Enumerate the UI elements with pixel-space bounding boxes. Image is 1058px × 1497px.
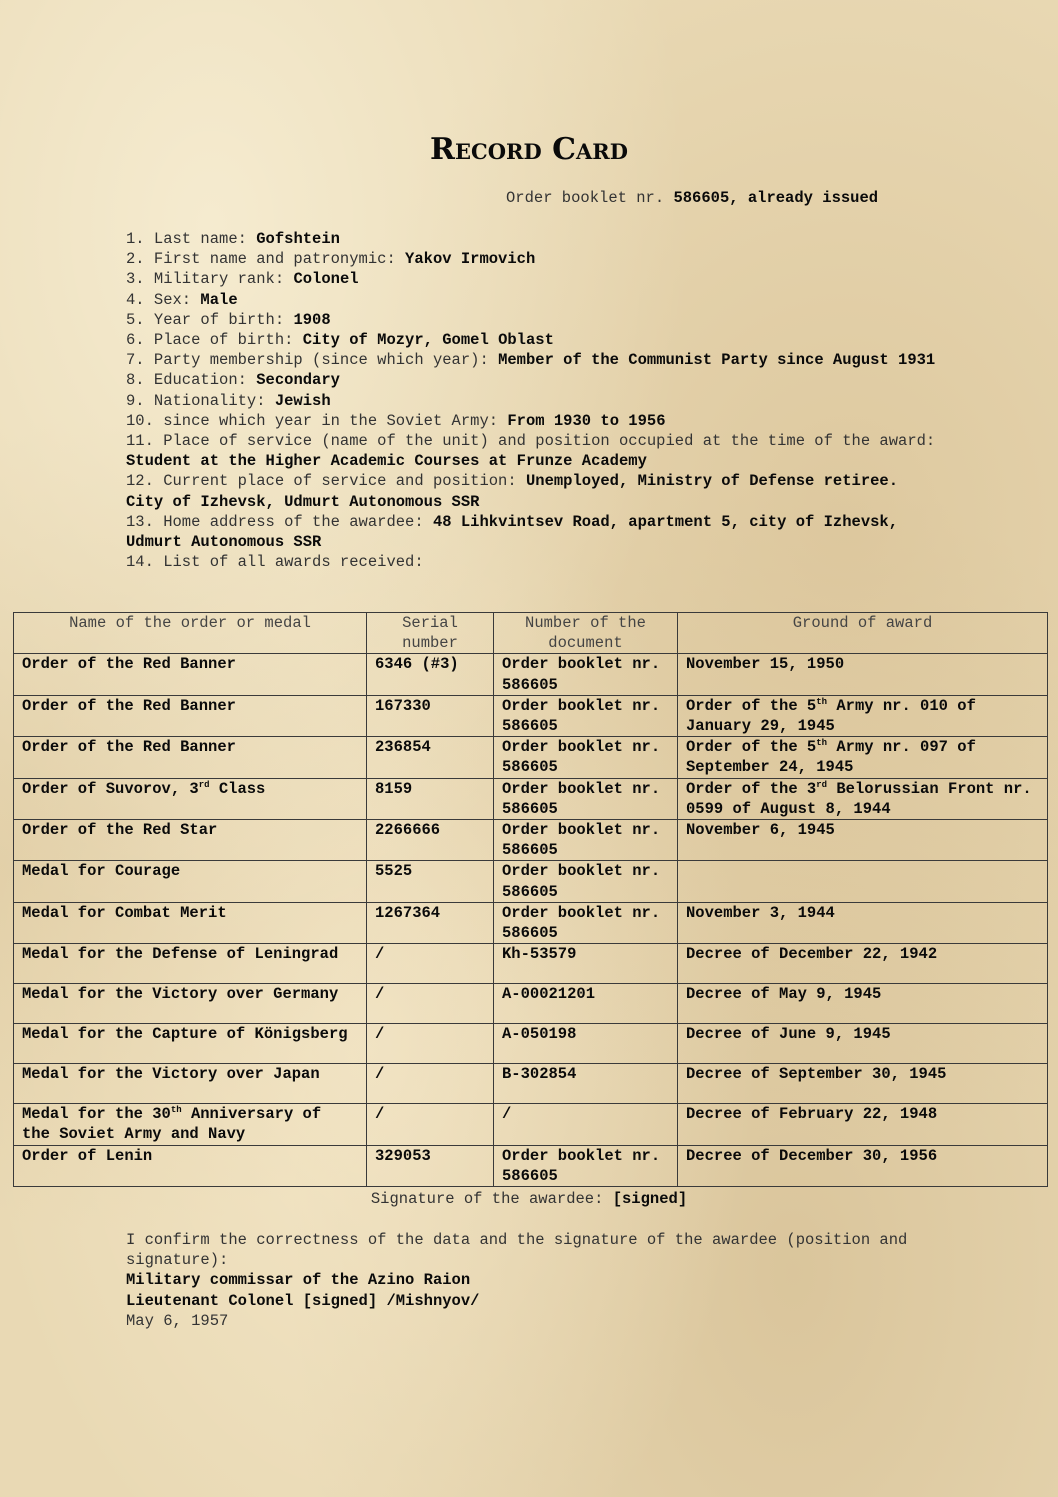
table-row bbox=[14, 820, 1048, 861]
field-label: 2. First name and patronymic: bbox=[126, 250, 406, 269]
field-value: Jewish bbox=[274, 391, 331, 410]
cell-document: Order booklet nr. 586605 bbox=[494, 695, 678, 736]
field-label: 11. Place of service (name of the unit) and position occupied at the time of the award: bbox=[126, 432, 945, 451]
cell-name: Order of the Red Banner bbox=[14, 654, 367, 695]
field-label: 5. Year of birth: bbox=[126, 310, 294, 329]
table-row bbox=[14, 902, 1048, 943]
field-value: 48 Lihkvintsev Road, apartment 5, city of Izhevsk, Udmurt Autonomous SSR bbox=[126, 512, 908, 552]
cell-document: A-050198 bbox=[494, 1024, 678, 1064]
cell-ground: Order of the 3rd Belorussian Front nr. 0599 of August 8, 1944 bbox=[678, 778, 1048, 819]
cell-ground: Decree of September 30, 1945 bbox=[678, 1064, 1048, 1104]
field-last-name bbox=[126, 229, 936, 249]
cell-ground: November 6, 1945 bbox=[678, 820, 1048, 861]
field-label: 9. Nationality: bbox=[126, 391, 275, 410]
field-label: 10. since which year in the Soviet Army: bbox=[126, 411, 508, 430]
confirmation-signatory: Lieutenant Colonel [signed] /Mishnyov/ bbox=[126, 1291, 480, 1310]
field-rank bbox=[126, 269, 936, 289]
field-label: 13. Home address of the awardee: bbox=[126, 512, 433, 531]
field-place-of-birth bbox=[126, 330, 936, 350]
cell-serial: 1267364 bbox=[367, 902, 494, 943]
field-value: Gofshtein bbox=[256, 230, 340, 248]
field-label: 3. Military rank: bbox=[126, 270, 294, 289]
table-row bbox=[14, 861, 1048, 902]
booklet-prefix: Order booklet nr. bbox=[506, 189, 674, 207]
cell-name: Medal for the Capture of Königsberg bbox=[14, 1024, 367, 1064]
cell-serial: 5525 bbox=[367, 861, 494, 902]
field-value: City of Mozyr, Gomel Oblast bbox=[302, 331, 554, 350]
confirmation-block bbox=[126, 1230, 926, 1331]
field-label: 12. Current place of service and position: bbox=[126, 472, 526, 491]
cell-ground: November 3, 1944 bbox=[678, 902, 1048, 943]
field-first-name bbox=[126, 249, 936, 269]
field-current-service bbox=[126, 471, 936, 511]
field-education bbox=[126, 370, 936, 390]
field-value: Male bbox=[200, 290, 238, 309]
cell-name: Order of the Red Star bbox=[14, 820, 367, 861]
field-sex bbox=[126, 290, 936, 310]
cell-name: Medal for the Victory over Germany bbox=[14, 984, 367, 1024]
cell-name: Medal for Courage bbox=[14, 861, 367, 902]
cell-document: Kh-53579 bbox=[494, 944, 678, 984]
cell-document: Order booklet nr. 586605 bbox=[494, 737, 678, 778]
table-row bbox=[14, 944, 1048, 984]
cell-ground bbox=[678, 861, 1048, 902]
cell-serial: 8159 bbox=[367, 778, 494, 819]
signature-label: Signature of the awardee: bbox=[370, 1190, 613, 1208]
table-row bbox=[14, 695, 1048, 736]
cell-serial: / bbox=[367, 1024, 494, 1064]
cell-serial: 236854 bbox=[367, 737, 494, 778]
cell-name: Medal for the Defense of Leningrad bbox=[14, 944, 367, 984]
cell-document: Order booklet nr. 586605 bbox=[494, 778, 678, 819]
cell-document: B-302854 bbox=[494, 1064, 678, 1104]
field-label: 6. Place of birth: bbox=[126, 331, 303, 350]
field-label: 4. Sex: bbox=[126, 290, 201, 309]
field-home-address bbox=[126, 512, 936, 552]
field-nationality bbox=[126, 391, 936, 411]
cell-serial: / bbox=[367, 1064, 494, 1104]
field-label: 8. Education: bbox=[126, 371, 257, 390]
field-value: From 1930 to 1956 bbox=[507, 411, 666, 430]
field-value: Yakov Irmovich bbox=[405, 250, 536, 269]
field-value: Member of the Communist Party since August 1931 bbox=[498, 351, 936, 370]
field-label: 7. Party membership (since which year): bbox=[126, 351, 499, 370]
cell-ground: Order of the 5th Army nr. 010 of January 29, 1945 bbox=[678, 695, 1048, 736]
table-row bbox=[14, 984, 1048, 1024]
cell-name: Order of the Red Banner bbox=[14, 737, 367, 778]
cell-ground: Decree of May 9, 1945 bbox=[678, 984, 1048, 1024]
cell-ground: Decree of February 22, 1948 bbox=[678, 1104, 1048, 1145]
awardee-signature bbox=[0, 1189, 1058, 1209]
table-row bbox=[14, 1145, 1048, 1186]
booklet-value: 586605, already issued bbox=[673, 189, 879, 207]
table-row bbox=[14, 778, 1048, 819]
cell-name: Medal for Combat Merit bbox=[14, 902, 367, 943]
cell-serial: / bbox=[367, 984, 494, 1024]
awards-table bbox=[13, 612, 1048, 1187]
field-value: Student at the Higher Academic Courses at Frunze Academy bbox=[126, 452, 647, 471]
cell-document: A-00021201 bbox=[494, 984, 678, 1024]
confirmation-date: May 6, 1957 bbox=[126, 1311, 229, 1330]
cell-document: Order booklet nr. 586605 bbox=[494, 654, 678, 695]
field-list bbox=[126, 229, 945, 572]
cell-ground: Decree of December 22, 1942 bbox=[678, 944, 1048, 984]
cell-serial: 6346 (#3) bbox=[367, 654, 494, 695]
field-army-years bbox=[126, 411, 936, 431]
header-serial: Serial number bbox=[367, 613, 494, 654]
header-name: Name of the order or medal bbox=[14, 613, 367, 654]
cell-ground: November 15, 1950 bbox=[678, 654, 1048, 695]
field-party bbox=[126, 350, 936, 370]
cell-serial: 329053 bbox=[367, 1145, 494, 1186]
cell-ground: Decree of June 9, 1945 bbox=[678, 1024, 1048, 1064]
table-row bbox=[14, 737, 1048, 778]
field-value: Colonel bbox=[293, 270, 359, 289]
field-awards-list bbox=[126, 552, 936, 572]
document-title: Record Card bbox=[430, 132, 628, 167]
cell-name: Medal for the 30th Anniversary of the Soviet Army and Navy bbox=[14, 1104, 367, 1145]
confirmation-commissar: Military commissar of the Azino Raion bbox=[126, 1271, 471, 1290]
cell-document: Order booklet nr. 586605 bbox=[494, 820, 678, 861]
cell-ground: Order of the 5th Army nr. 097 of September 24, 1945 bbox=[678, 737, 1048, 778]
field-value: Unemployed, Ministry of Defense retiree. City of Izhevsk, Udmurt Autonomous SSR bbox=[126, 472, 908, 511]
cell-document: / bbox=[494, 1104, 678, 1145]
cell-document: Order booklet nr. 586605 bbox=[494, 861, 678, 902]
field-place-of-service bbox=[126, 431, 945, 471]
cell-ground: Decree of December 30, 1956 bbox=[678, 1145, 1048, 1186]
table-row bbox=[14, 1104, 1048, 1145]
booklet-line bbox=[506, 188, 878, 208]
cell-name: Order of Lenin bbox=[14, 1145, 367, 1186]
cell-document: Order booklet nr. 586605 bbox=[494, 902, 678, 943]
cell-name: Order of the Red Banner bbox=[14, 695, 367, 736]
table-row bbox=[14, 1064, 1048, 1104]
cell-serial: 2266666 bbox=[367, 820, 494, 861]
table-row bbox=[14, 654, 1048, 695]
cell-serial: 167330 bbox=[367, 695, 494, 736]
field-value: Secondary bbox=[256, 371, 340, 390]
field-label: 1. Last name: bbox=[126, 230, 257, 248]
table-header-row bbox=[14, 613, 1048, 654]
cell-document: Order booklet nr. 586605 bbox=[494, 1145, 678, 1186]
field-label: 14. List of all awards received: bbox=[126, 553, 424, 572]
cell-name: Order of Suvorov, 3rd Class bbox=[14, 778, 367, 819]
header-document: Number of the document bbox=[494, 613, 678, 654]
cell-serial: / bbox=[367, 1104, 494, 1145]
confirmation-text: I confirm the correctness of the data and the signature of the awardee (position and signature): bbox=[126, 1231, 908, 1270]
header-ground: Ground of award bbox=[678, 613, 1048, 654]
table-row bbox=[14, 1024, 1048, 1064]
field-year-of-birth bbox=[126, 310, 936, 330]
cell-name: Medal for the Victory over Japan bbox=[14, 1064, 367, 1104]
cell-serial: / bbox=[367, 944, 494, 984]
signature-value: [signed] bbox=[612, 1190, 688, 1208]
field-value: 1908 bbox=[293, 310, 331, 329]
